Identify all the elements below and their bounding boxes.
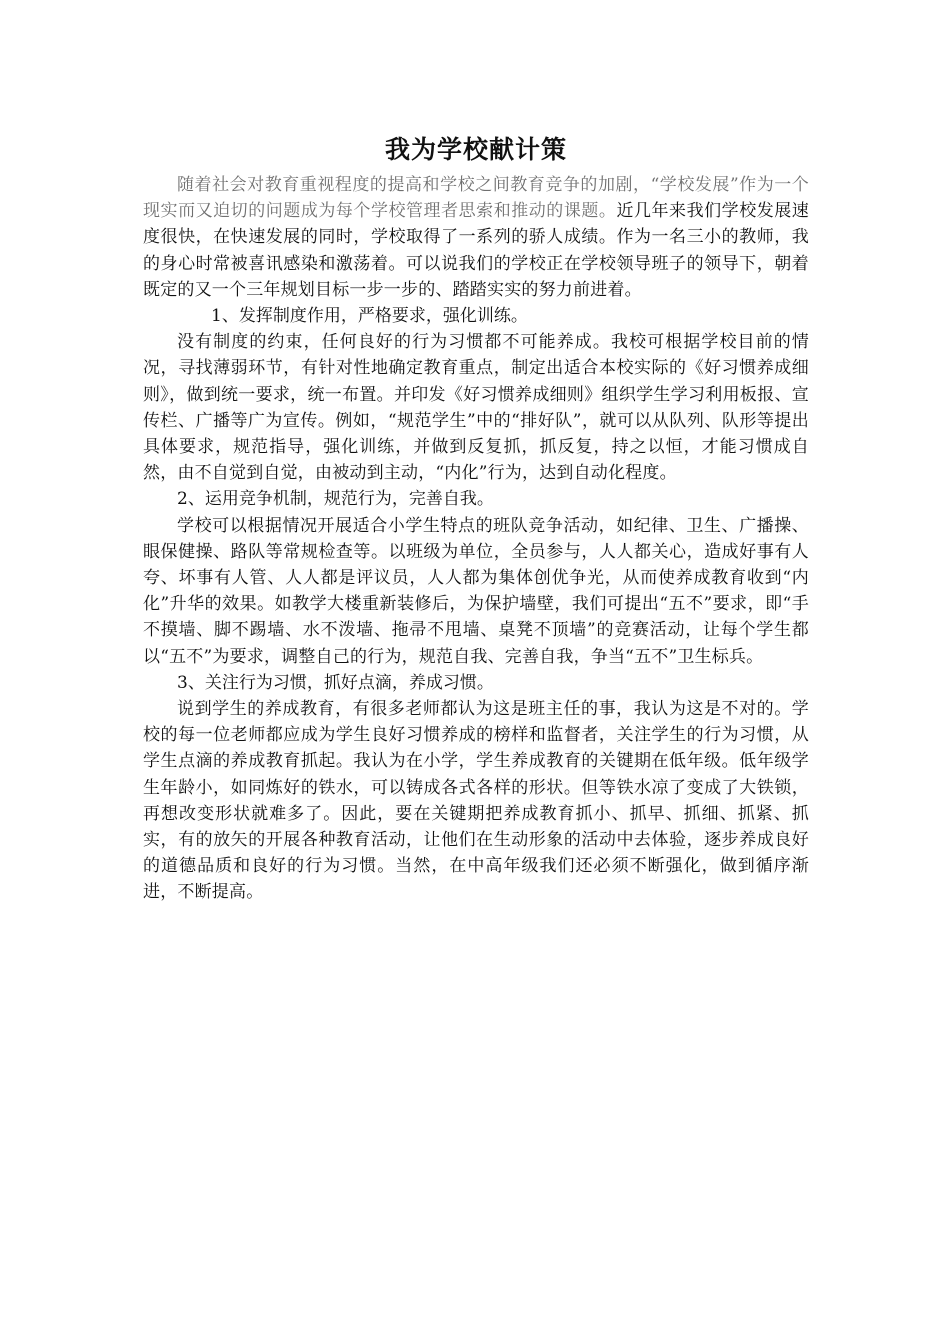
intro-paragraph (143, 172, 809, 303)
section-1-heading: 1、发挥制度作用，严格要求，强化训练。 (211, 306, 528, 327)
document-title: 我为学校献计策 (384, 135, 567, 164)
section-1-body: 没有制度的约束，任何良好的行为习惯都不可能养成。我校可根据学校目前的情况，寻找薄弱环节，有针对性地确定教育重点，制定出适合本校实际的《好习惯养成细则》，做到统一要求，统一布置。并印发《好习惯养成细则》组织学生学习利用板报、宣传栏、广播等广为宣传。例如，“规范学生”中的“排好队”，就可以从队列、队形等提出具体要求，规范指导，强化训练，并做到反复抓，抓反复，持之以恒，才能习惯成自然，由不自觉到自觉，由被动到主动，“内化”行为，达到自动化程度。 (143, 332, 809, 484)
intro-highlighted-text: 随着社会对教育重视程度的提高和学校之间教育竞争的加剧，“学校发展”作为一个现实而又迫切的问题成为每个学校管理者思索和推动的课题。 (143, 175, 809, 222)
document-page (143, 130, 809, 906)
section-3-heading: 3、关注行为习惯，抓好点滴，养成习惯。 (177, 672, 494, 693)
section-3-body: 说到学生的养成教育，有很多老师都认为这是班主任的事，我认为这是不对的。学校的每一位老师都应成为学生良好习惯养成的榜样和监督者，关注学生的行为习惯，从学生点滴的养成教育抓起。我认为在小学，学生养成教育的关键期在低年级。低年级学生年龄小，如同炼好的铁水，可以铸成各式各样的形状。但等铁水凉了变成了大铁锁，再想改变形状就难多了。因此，要在关键期把养成教育抓小、抓早、抓细、抓紧、抓实，有的放矢的开展各种教育活动，让他们在生动形象的活动中去体验，逐步养成良好的道德品质和良好的行为习惯。当然，在中高年级我们还必须不断强化，做到循序渐进，不断提高。 (143, 699, 809, 903)
section-2-heading: 2、运用竞争机制，规范行为，完善自我。 (177, 489, 494, 510)
intro-text: 近几年来我们学校发展速度很快，在快速发展的同时，学校取得了一系列的骄人成绩。作为一名三小的教师，我的身心时常被喜讯感染和激荡着。可以说我们的学校正在学校领导班子的领导下，朝着既定的又一个三年规划目标一步一步的、踏踏实实的努力前进着。 (143, 201, 810, 300)
section-2-body: 学校可以根据情况开展适合小学生特点的班队竞争活动，如纪律、卫生、广播操、眼保健操、路队等常规检查等。以班级为单位，全员参与，人人都关心，造成好事有人夸、坏事有人管、人人都是评议员，人人都为集体创优争光，从而使养成教育收到“内化”升华的效果。如教学大楼重新装修后，为保护墙壁，我们可提出“五不”要求，即“手不摸墙、脚不踢墙、水不泼墙、拖帚不甩墙、桌凳不顶墙”的竞赛活动，让每个学生都以“五不”为要求，调整自己的行为，规范自我、完善自我，争当“五不”卫生标兵。 (143, 515, 809, 667)
